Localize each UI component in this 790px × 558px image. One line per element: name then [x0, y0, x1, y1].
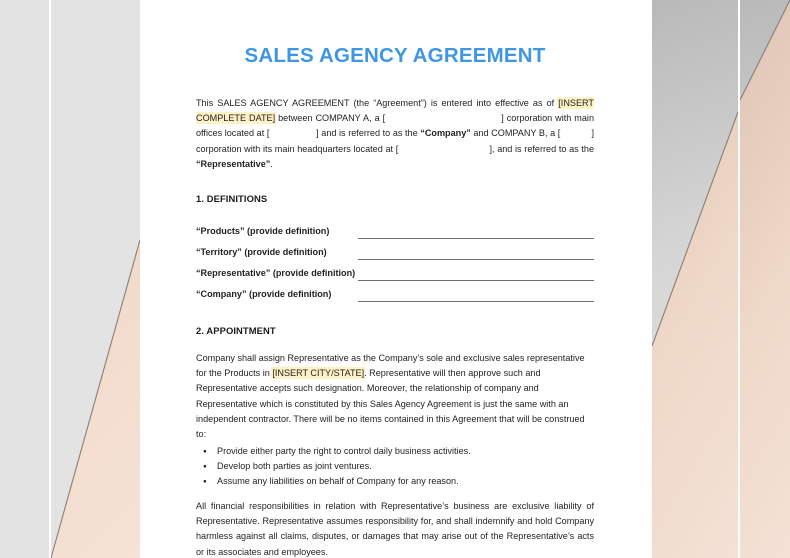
definition-blank-line[interactable]	[358, 280, 594, 281]
appointment-bullet-list	[196, 444, 594, 490]
list-item: ● Provide either party the right to control daily business activities.	[196, 444, 594, 459]
intro-text-g: ], and is referred to as the	[489, 143, 595, 154]
definition-row	[196, 268, 594, 289]
backdrop-left-stripe-outer	[0, 0, 49, 558]
definition-row	[196, 226, 594, 247]
backdrop-right-outer-edge	[740, 0, 790, 558]
definition-row	[196, 247, 594, 268]
backdrop-left-wedge-edge	[51, 0, 140, 558]
intro-text-e: and COMPANY B, a [	[470, 128, 561, 139]
backdrop-right-inner-edge	[652, 0, 738, 558]
definition-term: “Territory” (provide definition)	[196, 247, 327, 257]
section-heading-appointment: 2. APPOINTMENT	[196, 325, 276, 336]
definition-term: “Products” (provide definition)	[196, 226, 330, 236]
intro-paragraph	[196, 96, 594, 172]
intro-text-c: ] corporation with main offices located at [	[196, 113, 595, 139]
definition-blank-line[interactable]	[358, 238, 594, 239]
highlight-insert-complete-date: [INSERT COMPLETE DATE]	[196, 98, 594, 124]
highlight-insert-city-state: [INSERT CITY/STATE]	[272, 368, 365, 379]
page-title: SALES AGENCY AGREEMENT	[244, 44, 546, 67]
definition-blank-line[interactable]	[358, 301, 594, 302]
definition-row	[196, 289, 594, 310]
definitions-list	[196, 226, 594, 310]
definition-term: “Company” (provide definition)	[196, 289, 332, 299]
appointment-text-c: company and Representative which is constituted by this Sales Agency Agreement is just the same with an independent contractor. There will be no items contained in this Agreement that will be construed to:	[196, 383, 585, 440]
appointment-paragraph	[196, 351, 594, 442]
intro-bold-company: “Company”	[420, 128, 471, 139]
intro-bold-representative: “Representative”	[196, 158, 271, 169]
backdrop-right-panel-inner	[652, 0, 738, 558]
intro-text-b: between COMPANY A, a [	[275, 113, 386, 124]
definition-term: “Representative” (provide definition)	[196, 268, 356, 278]
financial-responsibilities-paragraph: All financial responsibilities in relation with Representative’s business are exclusive liability of Representative. Representative assumes responsibility for, and shall indemnify and hold Company harmless against all claims, disputes, or damages that may arise out of the Representative’s acts or its associates and employees.	[196, 501, 594, 557]
intro-text-d: ] and is referred to as the	[316, 128, 421, 139]
backdrop-right-panel-outer	[740, 0, 790, 558]
intro-text-h: .	[270, 158, 273, 169]
document-page	[140, 0, 652, 558]
list-item: ● Assume any liabilities on behalf of Company for any reason.	[196, 474, 594, 489]
definition-blank-line[interactable]	[358, 259, 594, 260]
intro-text-f: ] corporation with its main headquarters located at [	[196, 128, 595, 154]
backdrop-left-peach-wedge	[51, 0, 140, 558]
intro-text-a: This SALES AGENCY AGREEMENT (the “Agreement”) is entered into effective as of	[196, 98, 559, 108]
list-item: ● Develop both parties as joint ventures.	[196, 459, 594, 474]
appointment-text-b: . Representative will then approve such and Representative accepts such designation. Moreover, the relationship of	[196, 368, 541, 394]
appointment-text-a: Company shall assign Representative as the Company’s sole and exclusive sales representative for the Products in	[196, 353, 585, 379]
section-heading-definitions: 1. DEFINITIONS	[196, 193, 268, 204]
